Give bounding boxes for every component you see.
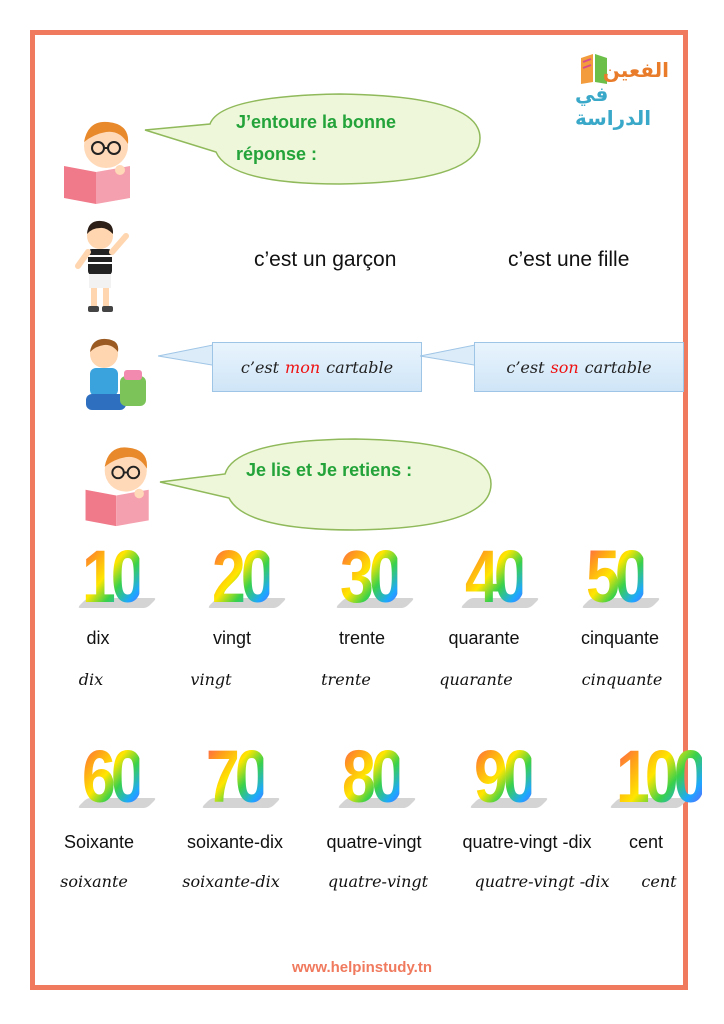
number-40: 40 [465,535,523,618]
word-dix: dix [86,628,110,648]
word-quatre-vingt: quatre-vingt [326,832,422,852]
cursive-cent: cent [641,872,677,891]
callout-mon-cartable[interactable] [212,342,422,392]
number-60: 60 [82,735,140,818]
word-soixante: Soixante [63,832,135,852]
footer-url[interactable]: www.helpinstudy.tn [292,959,432,976]
instruction-2: Je lis et Je retiens : [246,460,413,480]
word-quatre-vingt-dix: quatre-vingt -dix [462,832,592,852]
logo-line1: الفعين [602,58,669,82]
mon-pre: c’est [240,357,280,377]
number-10: 10 [82,535,140,618]
son-highlight: son [550,357,579,377]
callout-pointer-1 [158,340,218,370]
number-90: 90 [474,735,532,818]
cursive-cinquante: cinquante [581,670,663,689]
boy-with-schoolbag-illustration [80,336,150,418]
word-trente: trente [338,628,386,648]
number-50: 50 [586,535,644,618]
cursive-soixante-dix: soixante-dix [182,872,280,891]
callout-pointer-2 [420,340,480,370]
word-cinquante: cinquante [580,628,660,648]
cursive-quarante: quarante [439,670,513,689]
site-logo [575,50,675,130]
number-100: 100 [616,735,703,818]
number-70: 70 [206,735,264,818]
cursive-quatre-vingt: quatre-vingt [327,872,429,891]
son-pre: c’est [506,357,545,377]
callout-son-cartable[interactable] [474,342,684,392]
logo-line2: في الدراسة [575,82,652,130]
choice-fille[interactable]: c’est une fille [508,248,630,271]
instruction-1 [236,106,396,170]
word-vingt: vingt [212,628,252,648]
cursive-quatre-vingt-dix: quatre-vingt -dix [474,872,610,891]
cursive-soixante: soixante [60,872,128,891]
number-20: 20 [212,535,270,618]
word-quarante: quarante [448,628,520,648]
word-soixante-dix: soixante-dix [186,832,284,852]
mon-highlight: mon [285,357,321,377]
boy-waving-illustration [70,218,132,316]
choice-garcon[interactable]: c’est un garçon [254,248,397,271]
number-30: 30 [340,535,398,618]
word-cent: cent [628,832,664,852]
son-post: cartable [584,357,652,377]
instruction-1-line1: J’entoure la bonne [236,112,397,132]
cursive-trente: trente [321,670,371,689]
cursive-vingt: vingt [190,670,232,689]
instruction-1-line2: réponse : [236,144,318,164]
number-80: 80 [342,735,400,818]
reading-boy-illustration-2 [80,438,160,528]
cursive-dix: dix [78,670,104,689]
mon-post: cartable [326,357,394,377]
reading-boy-illustration [60,112,140,206]
